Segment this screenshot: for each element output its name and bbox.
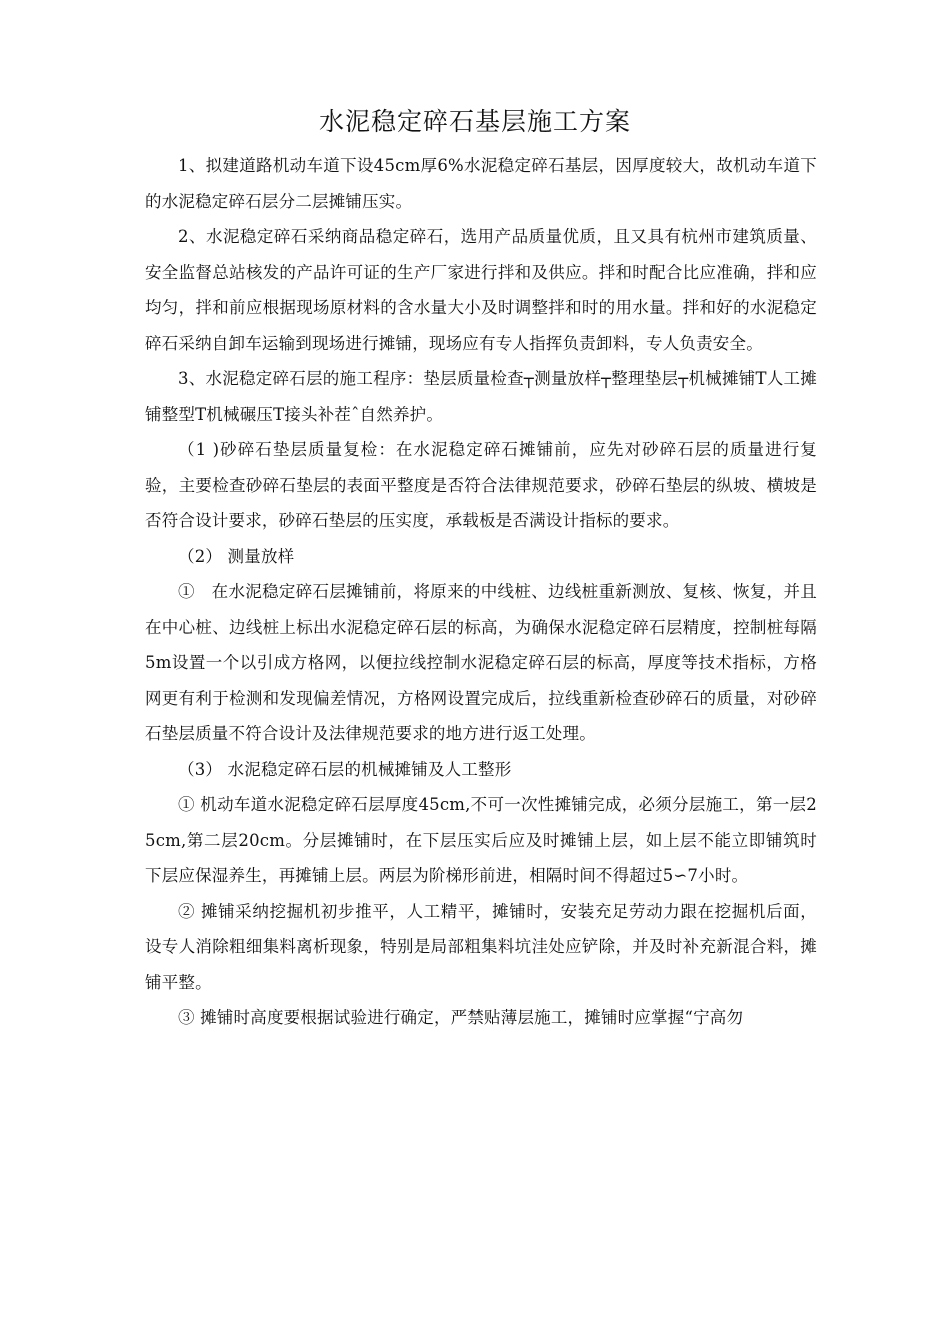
paragraph-5: （2） 测量放样 — [178, 546, 295, 566]
paragraph-3: 3、水泥稳定碎石层的施工程序：垫层质量检查┬测量放样┬整理垫层┬机械摊铺T人工摊铺整型T机械碾压T接头补茬ˆ自然养护。 — [145, 369, 817, 424]
paragraph-6: ① 在水泥稳定碎石层摊铺前，将原来的中线桩、边线桩重新测放、复核、恢复，并且在中心桩、边线桩上标出水泥稳定碎石层的标高，为确保水泥稳定碎石层精度，控制桩每隔5m设置一个以引成方格网，以便拉线控制水泥稳定碎石层的标高，厚度等技术指标，方格网更有利于检测和发现偏差情况，方格网设置完成后，拉线重新检查砂碎石的质量，对砂碎石垫层质量不符合设计及法律规范要求的地方进行返工处理。 — [145, 582, 817, 743]
paragraph-4: （1 )砂碎石垫层质量复检：在水泥稳定碎石摊铺前，应先对砂碎石层的质量进行复验，主要检查砂碎石垫层的表面平整度是否符合法律规范要求，砂碎石垫层的纵坡、横坡是否符合设计要求，砂碎石垫层的压实度，承载板是否满设计指标的要求。 — [145, 440, 817, 530]
paragraph-9: ② 摊铺采纳挖掘机初步推平，人工精平，摊铺时，安装充足劳动力跟在挖掘机后面，设专人消除粗细集料离析现象，特别是局部粗集料坑洼处应铲除，并及时补充新混合料，摊铺平整。 — [145, 901, 817, 992]
paragraph-7: （3） 水泥稳定碎石层的机械摊铺及人工整形 — [178, 759, 512, 779]
document-title: 水泥稳定碎石基层施工方案 — [318, 107, 631, 136]
paragraph-8: ① 机动车道水泥稳定碎石层厚度45cm,不可一次性摊铺完成，必须分层施工，第一层25cm,第二层20cm。分层摊铺时，在下层压实后应及时摊铺上层，如上层不能立即铺筑时下层应保湿养生，再摊铺上层。两层为阶梯形前进，相隔时间不得超过5∽7小时。 — [145, 795, 817, 885]
paragraph-1: 1、拟建道路机动车道下设45cm厚6%水泥稳定碎石基层，因厚度较大，故机动车道下的水泥稳定碎石层分二层摊铺压实。 — [145, 156, 817, 211]
paragraph-2: 2、水泥稳定碎石采纳商品稳定碎石，选用产品质量优质，且又具有杭州市建筑质量、安全监督总站核发的产品许可证的生产厂家进行拌和及供应。拌和时配合比应准确，拌和应均匀，拌和前应根据现场原材料的含水量大小及时调整拌和时的用水量。拌和好的水泥稳定碎石采纳自卸车运输到现场进行摊铺，现场应有专人指挥负责卸料，专人负责安全。 — [145, 227, 817, 353]
paragraph-10: ③ 摊铺时高度要根据试验进行确定，严禁贴薄层施工，摊铺时应掌握“宁高勿 — [178, 1008, 744, 1027]
document-body — [145, 148, 817, 1036]
